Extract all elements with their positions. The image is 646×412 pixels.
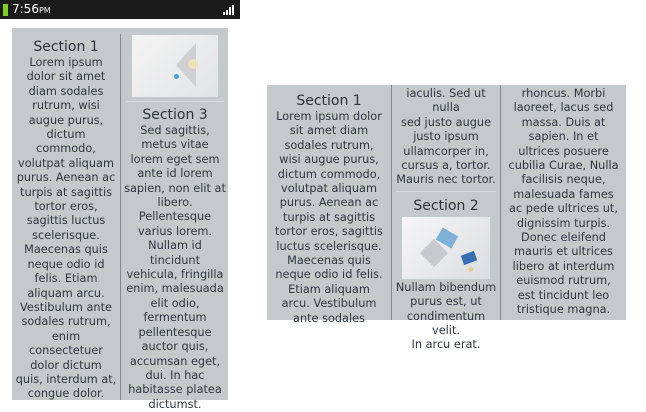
section-3-image: [132, 35, 218, 97]
section-1-title: Section 1: [33, 39, 99, 55]
status-bar: [0, 0, 240, 19]
portrait-column-2: [122, 28, 228, 411]
section-3-text: Sed sagittis, metus vitae lorem eget sem ante id lorem sapien, non elit at libero. Pellentesque varius lorem. Nullam id tincidunt vehicula, fringilla enim, malesuada elit odio, fermentum pellentesque auctor quis, accumsan eget, dui. In hac habitasse platea dictumst.: [124, 124, 226, 411]
landscape-column-1: [267, 85, 391, 325]
divider: [396, 191, 496, 192]
clock-time: 7:56: [12, 2, 39, 16]
divider: [126, 101, 224, 102]
section-1-text: Lorem ipsum dolor sit amet diam sodales rutrum, wisi augue purus, dictum commodo, volutpat aliquam purus. Aenean ac turpis at sagittis tortor eros, sagittis luctus scelerisque. Maecenas quis neque odio id felis. Etiam aliquam arcu. Vestibulum ante sodales rutrum, enim consectetuer dolor dictum quis, interdum at, congue dolor.: [15, 56, 117, 401]
section-3-continued-text: iaculis. Sed ut nulla sed justo augue justo ipsum ullamcorper in, cursus a, tortor. Mauris nec tortor.: [396, 87, 496, 187]
section-1-title: Section 1: [296, 93, 362, 109]
clock-ampm: PM: [38, 6, 51, 15]
portrait-column-1: [12, 28, 120, 400]
landscape-column-3: [501, 85, 626, 320]
section-2-title: Section 2: [413, 197, 479, 214]
section-2-image: [402, 217, 490, 279]
column-divider: [120, 34, 121, 400]
section-1-text: Lorem ipsum dolor sit amet diam sodales rutrum, wisi augue purus, dictum commodo, volutpat aliquam purus. Aenean ac turpis at sagittis tortor eros, sagittis luctus scelerisque. Maecenas quis neque odio id felis. Etiam aliquam arcu. Vestibulum ante sodales: [275, 110, 383, 325]
section-3-continued-text: rhoncus. Morbi laoreet, lacus sed massa. Duis at sapien. In et ultrices posuere cubilia Curae, Nulla facilisis neque, malesuada fames ac pede ultrices ut, dignissim turpis. Donec eleifend mauris et ultrices libero at interdum euismod rutrum, est tincidunt leo tristique magna.: [508, 87, 619, 317]
battery-icon: [3, 4, 8, 16]
section-2-text: Nullam bibendum purus est, ut condimentum velit. In arcu erat.: [395, 280, 497, 352]
portrait-layout: [12, 28, 228, 411]
landscape-column-2: [392, 85, 500, 352]
signal-icon: [223, 5, 234, 15]
clock: [12, 2, 51, 16]
landscape-layout: [267, 85, 626, 352]
section-3-title: Section 3: [142, 107, 208, 123]
